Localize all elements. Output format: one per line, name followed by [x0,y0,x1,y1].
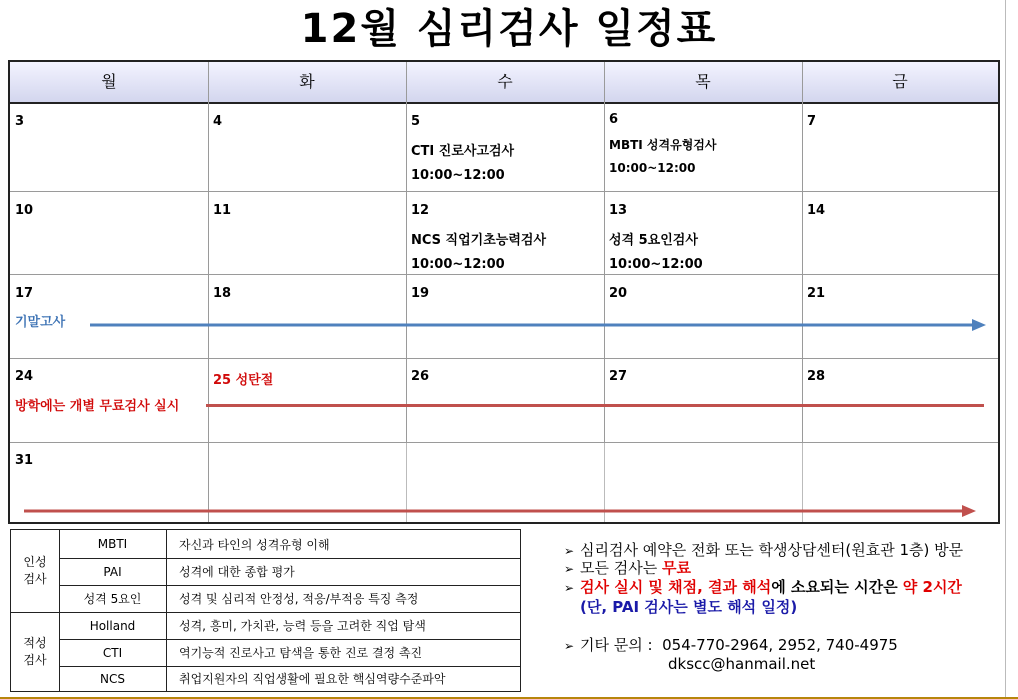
holiday-date-cell: 25 성탄절 [213,373,274,388]
note-pai: (단, PAI 검사는 별도 해석 일정) [580,598,798,616]
date-cell: 3 [15,114,25,129]
grid-line [802,62,803,442]
date-cell: 12 [411,203,430,218]
grid-line [208,62,209,522]
event-name: MBTI 성격유형검사 [609,138,717,152]
page-edge [1005,0,1006,699]
date-cell: 18 [213,286,232,301]
date-cell: 14 [807,203,826,218]
date-cell: 4 [213,114,223,129]
note-highlight: 약 2시간 [902,578,962,596]
test-description: 성격 및 심리적 안정성, 적응/부적응 특징 측정 [179,592,419,606]
arrow-bullet-icon: ➢ [564,639,575,653]
event-time: 10:00~12:00 [609,161,696,175]
date-cell: 20 [609,286,628,301]
note-text: 심리검사 예약은 전화 또는 학생상담센터(원효관 1층) 방문 [580,541,964,559]
test-name: NCS [100,671,125,686]
test-name: MBTI [97,537,128,551]
contact-phone: 054-770-2964, 2952, 740-4975 [662,636,898,654]
vacation-line [206,404,984,407]
weekday-thu: 목 [695,72,711,91]
note-highlight: 무료 [662,559,691,577]
date-cell: 6 [609,112,619,127]
test-description: 역기능적 진로사고 탐색을 통한 진로 결정 촉진 [179,646,423,660]
event-name: CTI 진로사고검사 [411,144,515,159]
vacation-note: 방학에는 개별 무료검사 실시 [15,399,180,414]
note-highlight: 검사 실시 및 채점, 결과 해석 [580,578,772,596]
calendar [8,60,1000,524]
date-cell: 5 [411,114,421,129]
date-cell: 24 [15,369,34,384]
event-time: 10:00~12:00 [609,257,703,272]
date-cell: 13 [609,203,628,218]
group-label-aptitude: 적성 검사 [23,635,47,667]
date-cell: 11 [213,203,232,218]
test-name: 성격 5요인 [83,592,142,606]
exam-period-label: 기말고사 [15,315,66,330]
date-cell: 26 [411,369,430,384]
note-contact [564,635,898,656]
page-title: 12월 심리검사 일정표 [300,6,718,52]
test-description: 취업지원자의 직업생활에 필요한 핵심역량수준파악 [179,672,446,686]
weekday-wed: 수 [497,72,513,91]
event-time: 10:00~12:00 [411,257,505,272]
grid-line [604,62,605,442]
arrow-bullet-icon: ➢ [564,562,575,576]
date-cell: 19 [411,286,430,301]
exam-period-arrow [90,318,986,332]
note-text: 에 소요되는 시간은 [771,578,903,596]
grid-line [10,442,998,443]
date-cell: 10 [15,203,34,218]
test-description: 자신과 타인의 성격유형 이해 [179,537,330,552]
event-time: 10:00~12:00 [411,168,505,183]
note-duration [564,577,962,598]
grid-line [406,62,407,442]
calendar-header [10,62,998,104]
grid-line [10,274,998,275]
date-cell: 17 [15,286,34,301]
test-name: PAI [103,564,122,579]
test-description: 성격에 대한 종합 평가 [179,565,295,579]
vacation-arrow [24,504,976,518]
test-name: Holland [89,618,136,633]
arrow-bullet-icon: ➢ [564,581,575,595]
arrow-bullet-icon: ➢ [564,544,575,558]
group-label-personality: 인성 검사 [23,555,47,586]
date-cell: 21 [807,286,826,301]
contact-email: dkscc@hanmail.net [668,655,816,673]
event-name: 성격 5요인검사 [609,233,698,248]
date-cell: 7 [807,114,817,129]
date-cell: 27 [609,369,628,384]
date-cell: 31 [15,453,34,468]
event-name: NCS 직업기초능력검사 [411,233,547,248]
grid-line [10,191,998,192]
test-name: CTI [102,645,123,660]
contact-label: 기타 문의 : [580,636,653,654]
weekday-mon: 월 [101,72,117,91]
date-cell: 28 [807,369,826,384]
note-free [564,558,691,579]
grid-line [10,358,998,359]
weekday-fri: 금 [892,72,908,91]
test-legend-table [10,529,521,692]
weekday-tue: 화 [299,72,315,91]
note-text: 모든 검사는 [580,559,662,577]
test-description: 성격, 흥미, 가치관, 능력 등을 고려한 직업 탐색 [179,619,426,633]
